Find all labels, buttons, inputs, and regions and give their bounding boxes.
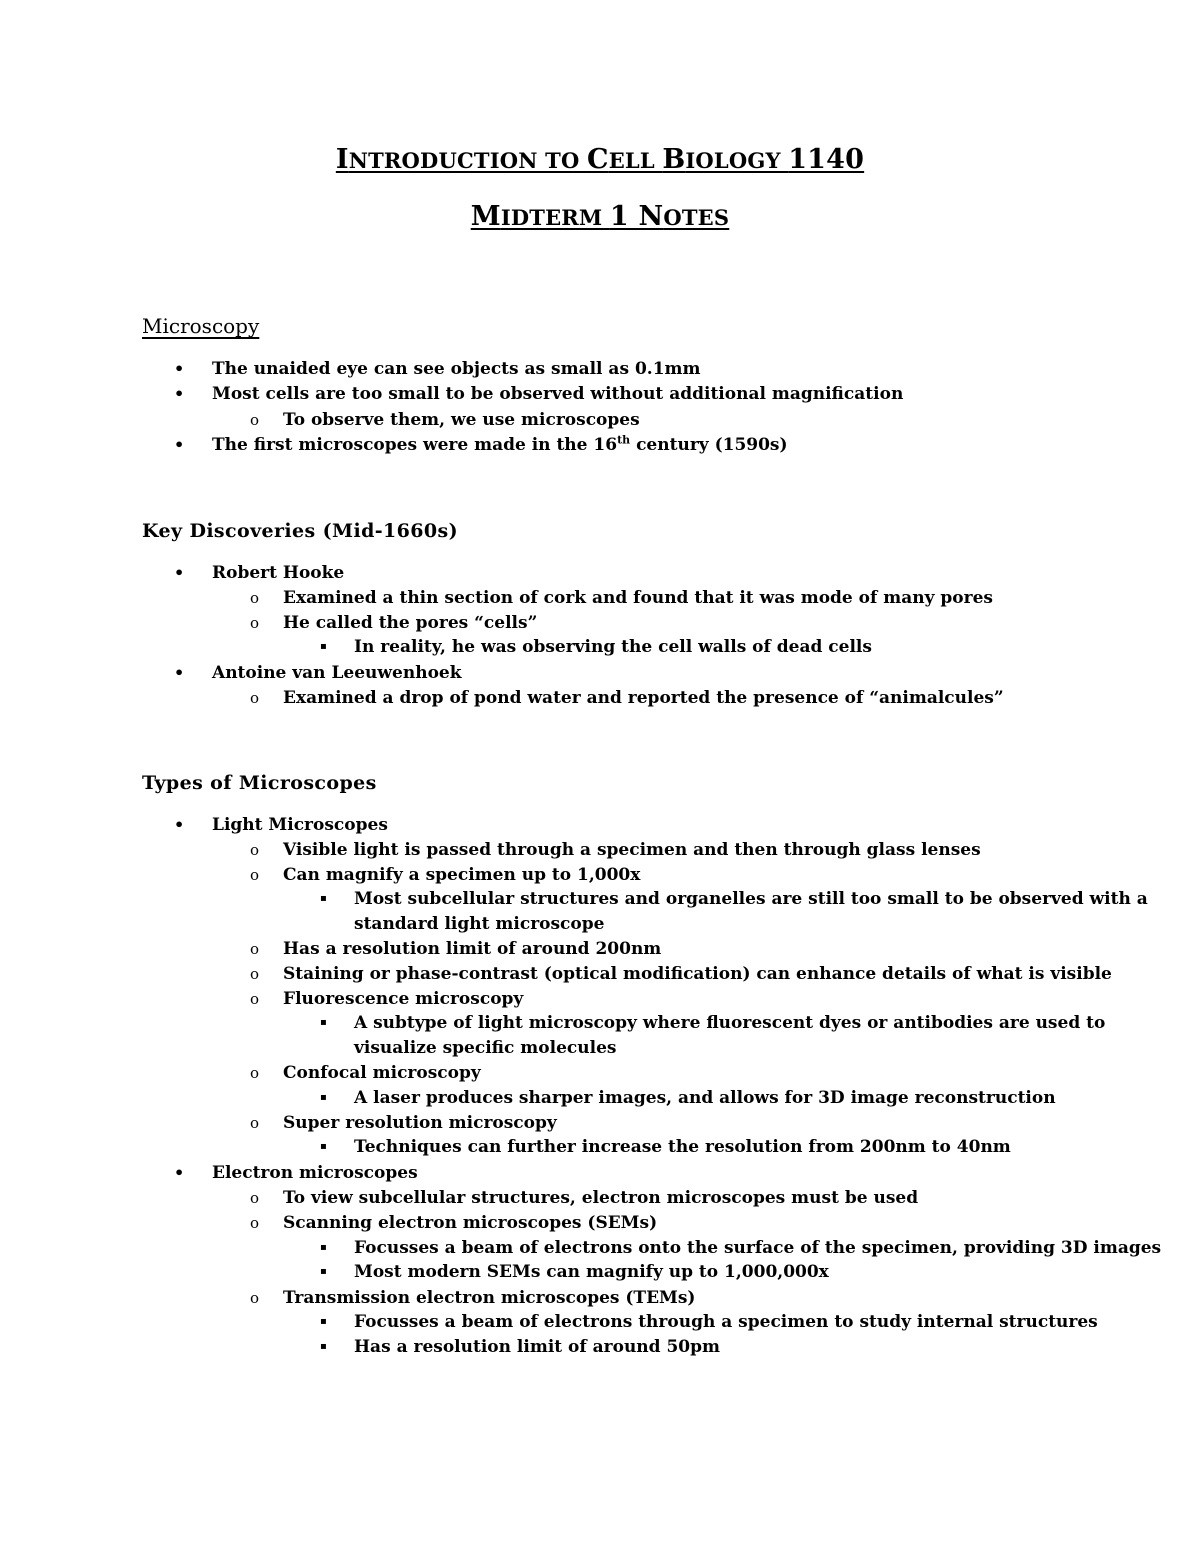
list-item: [174, 433, 788, 457]
list-item: [250, 1286, 696, 1310]
list-item-text: Super resolution microscopy: [283, 1113, 557, 1133]
list-item: [174, 661, 462, 685]
list-item: [174, 1161, 418, 1185]
list-item: [250, 1061, 481, 1085]
bullet-disc: •: [174, 435, 185, 454]
list-item: [320, 1135, 1011, 1159]
list-item-text: Examined a thin section of cork and found that it was mode of many pores: [283, 588, 993, 608]
list-item-text: Scanning electron microscopes (SEMs): [283, 1213, 658, 1233]
list-item: [320, 1236, 1162, 1260]
list-item: [250, 586, 993, 610]
list-item: [250, 1211, 658, 1235]
document-title: [0, 144, 1200, 175]
list-item-text: Focusses a beam of electrons onto the surface of the specimen, providing 3D images: [354, 1238, 1162, 1258]
list-item-text: Antoine van Leeuwenhoek: [212, 663, 462, 683]
title-text-run: M: [470, 201, 501, 232]
bullet-circle: o: [250, 1289, 260, 1307]
title-text-run: C: [586, 144, 609, 175]
list-item: [174, 357, 701, 381]
list-item: [320, 635, 872, 659]
list-item-text: Robert Hooke: [212, 563, 345, 583]
list-item-text: Most modern SEMs can magnify up to 1,000,000x: [354, 1262, 829, 1282]
list-item: [250, 838, 981, 862]
list-item: [250, 863, 641, 887]
bullet-disc: •: [174, 1163, 185, 1182]
list-item-continuation: [354, 1036, 616, 1060]
list-item: [250, 1111, 557, 1135]
list-item: [320, 1310, 1098, 1334]
bullet-circle: o: [250, 841, 260, 859]
list-item-text: Light Microscopes: [212, 815, 388, 835]
title-text-run: OTES: [663, 205, 730, 230]
list-item-text: Can magnify a specimen up to 1,000x: [283, 865, 641, 885]
title-text-run: IDTERM: [500, 205, 610, 230]
section-heading-microscopy: Microscopy: [142, 314, 260, 338]
title-text-run: B: [662, 144, 686, 175]
list-item-text: Fluorescence microscopy: [283, 989, 524, 1009]
bullet-square: ▪: [320, 893, 327, 904]
list-item-text: A laser produces sharper images, and allows for 3D image reconstruction: [354, 1088, 1056, 1108]
list-item-continuation: [354, 912, 604, 936]
bullet-square: ▪: [320, 1141, 327, 1152]
superscript: th: [617, 433, 631, 447]
list-item: [320, 1335, 720, 1359]
bullet-circle: o: [250, 1114, 260, 1132]
list-item: [320, 1011, 1106, 1035]
list-item-text: Most subcellular structures and organelles are still too small to be observed with a: [354, 889, 1148, 909]
list-item: [250, 611, 538, 635]
section-heading-key-discoveries: Key Discoveries (Mid-1660s): [142, 520, 459, 542]
list-item-text: Confocal microscopy: [283, 1063, 481, 1083]
bullet-square: ▪: [320, 1341, 327, 1352]
list-item: [250, 937, 662, 961]
list-item-text: Examined a drop of pond water and reported the presence of “animalcules”: [283, 688, 1004, 708]
bullet-circle: o: [250, 689, 260, 707]
bullet-square: ▪: [320, 641, 327, 652]
bullet-disc: •: [174, 359, 185, 378]
list-item-text: [212, 435, 788, 455]
bullet-square: ▪: [320, 1266, 327, 1277]
title-text-run: NTRODUCTION TO: [348, 148, 587, 173]
list-item-text: Techniques can further increase the resolution from 200nm to 40nm: [354, 1137, 1011, 1157]
list-item-text: A subtype of light microscopy where fluorescent dyes or antibodies are used to: [354, 1013, 1106, 1033]
bullet-circle: o: [250, 1189, 260, 1207]
list-item: [320, 887, 1148, 911]
text-run: century (1590s): [630, 435, 788, 455]
list-item-text: The unaided eye can see objects as small as 0.1mm: [212, 359, 701, 379]
list-item-text: standard light microscope: [354, 914, 605, 934]
title-text-run: IOLOGY: [685, 148, 789, 173]
bullet-circle: o: [250, 1064, 260, 1082]
title-text-run: I: [335, 144, 349, 175]
list-item: [250, 686, 1004, 710]
list-item: [250, 408, 640, 432]
bullet-circle: o: [250, 614, 260, 632]
bullet-circle: o: [250, 866, 260, 884]
bullet-disc: •: [174, 663, 185, 682]
bullet-disc: •: [174, 815, 185, 834]
bullet-circle: o: [250, 965, 260, 983]
bullet-circle: o: [250, 940, 260, 958]
section-heading-types-of-microscopes: Types of Microscopes: [142, 772, 377, 794]
list-item-text: Electron microscopes: [212, 1163, 418, 1183]
list-item-text: Has a resolution limit of around 200nm: [283, 939, 662, 959]
text-run: The first microscopes were made in the 16: [212, 435, 618, 455]
list-item-text: visualize specific molecules: [354, 1038, 617, 1058]
list-item-text: Visible light is passed through a specimen and then through glass lenses: [283, 840, 981, 860]
list-item: [320, 1260, 829, 1284]
bullet-square: ▪: [320, 1017, 327, 1028]
title-text-run: ELL: [608, 148, 663, 173]
bullet-square: ▪: [320, 1092, 327, 1103]
list-item-text: Focusses a beam of electrons through a specimen to study internal structures: [354, 1312, 1098, 1332]
list-item-text: Most cells are too small to be observed without additional magnification: [212, 384, 904, 404]
list-item-text: In reality, he was observing the cell walls of dead cells: [354, 637, 872, 657]
list-item-text: To view subcellular structures, electron microscopes must be used: [283, 1188, 919, 1208]
list-item: [174, 382, 904, 406]
list-item-text: To observe them, we use microscopes: [283, 410, 640, 430]
list-item: [320, 1086, 1056, 1110]
list-item: [250, 1186, 919, 1210]
bullet-circle: o: [250, 1214, 260, 1232]
bullet-square: ▪: [320, 1316, 327, 1327]
bullet-circle: o: [250, 589, 260, 607]
list-item-text: Has a resolution limit of around 50pm: [354, 1337, 720, 1357]
bullet-square: ▪: [320, 1242, 327, 1253]
bullet-circle: o: [250, 411, 260, 429]
title-text-run: 1140: [788, 144, 865, 175]
list-item: [174, 813, 388, 837]
list-item-text: Transmission electron microscopes (TEMs): [283, 1288, 696, 1308]
bullet-disc: •: [174, 563, 185, 582]
list-item-text: He called the pores “cells”: [283, 613, 538, 633]
document-subtitle: [0, 201, 1200, 232]
list-item: [250, 962, 1112, 986]
list-item-text: Staining or phase-contrast (optical modification) can enhance details of what is visible: [283, 964, 1112, 984]
bullet-circle: o: [250, 990, 260, 1008]
bullet-disc: •: [174, 384, 185, 403]
title-text-run: 1 N: [609, 201, 664, 232]
list-item: [174, 561, 345, 585]
list-item: [250, 987, 524, 1011]
